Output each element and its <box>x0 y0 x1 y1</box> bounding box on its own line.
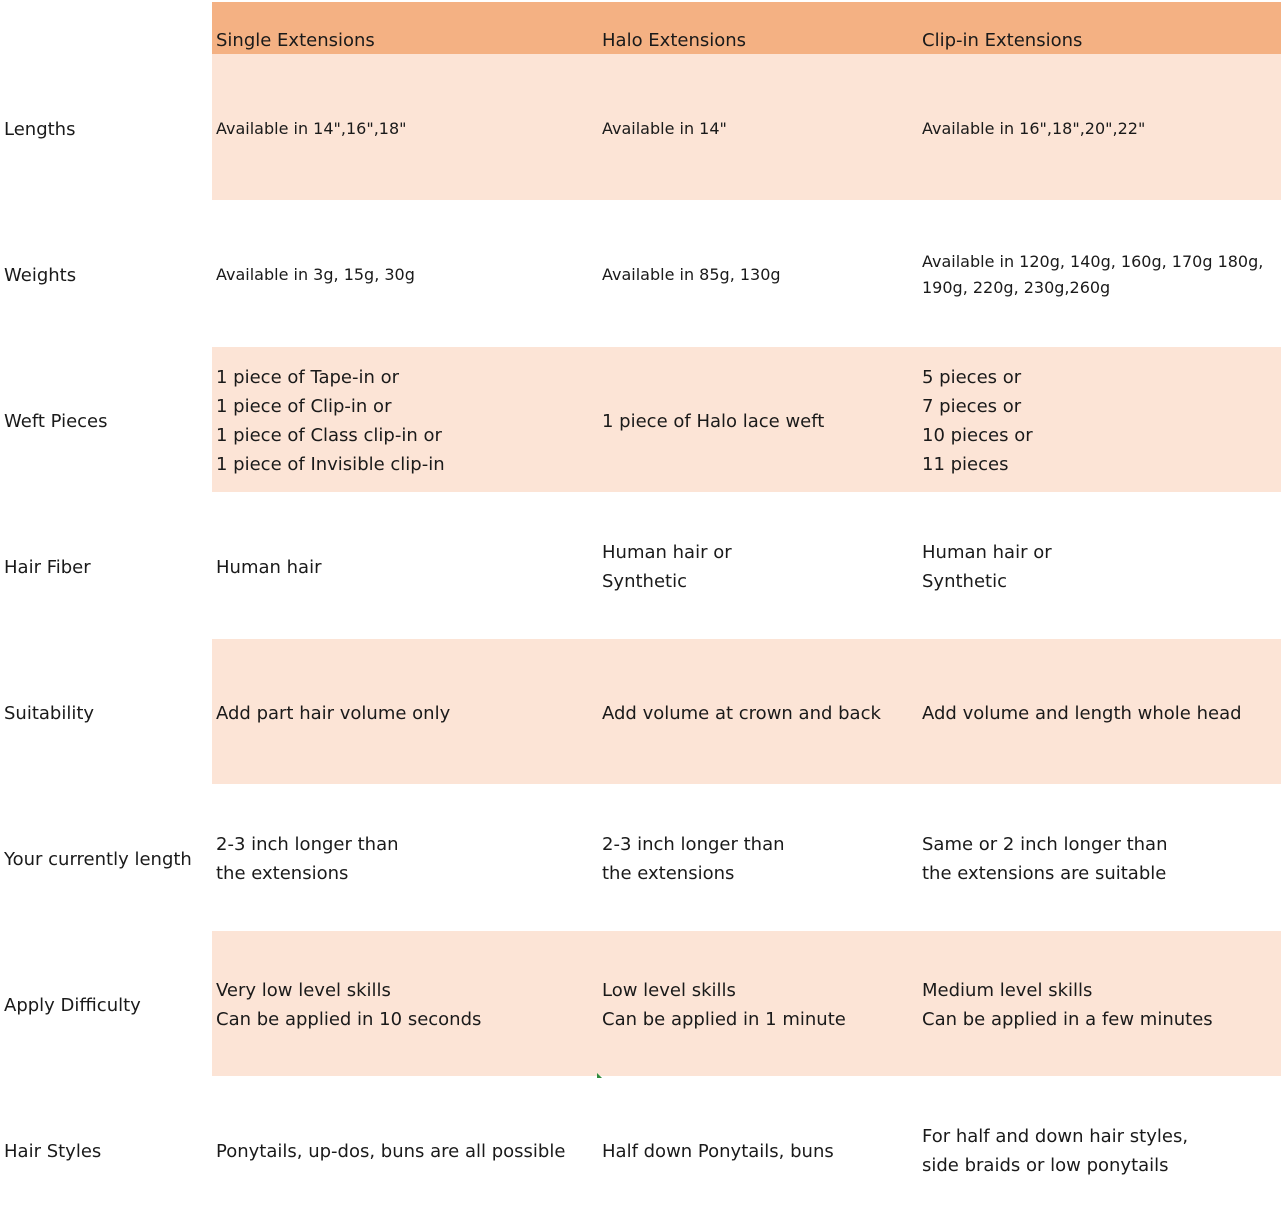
cell-hair-fiber-halo <box>602 494 918 640</box>
cell-text-line: 1 piece of Class clip-in or <box>216 425 442 446</box>
cell-weft-pieces-single <box>216 348 596 494</box>
table-row-your-currently-length <box>0 786 1281 932</box>
row-label-suitability: Suitability <box>4 702 95 724</box>
cell-weights-clip-in <box>922 202 1277 348</box>
cell-text-line: Ponytails, up-dos, buns are all possible <box>216 1140 566 1162</box>
cell-text-line: Medium level skills <box>922 980 1093 1001</box>
cell-text-line: Half down Ponytails, buns <box>602 1140 834 1162</box>
row-label-your-currently-length: Your currently length <box>4 848 192 870</box>
cell-text-line: 1 piece of Invisible clip-in <box>216 454 445 475</box>
cell-text-line: 1 piece of Halo lace weft <box>602 410 825 432</box>
column-header-single: Single Extensions <box>216 30 375 51</box>
cell-text-line: 190g, 220g, 230g,260g <box>922 278 1111 297</box>
cell-text-line: Available in 14",16",18" <box>216 119 407 138</box>
cell-weights-single <box>216 202 596 348</box>
cell-text-line: the extensions are suitable <box>922 863 1167 884</box>
row-label-weights: Weights <box>4 264 77 286</box>
cell-text-line: 5 pieces or <box>922 367 1022 388</box>
cell-text-line: Human hair or <box>602 542 732 563</box>
column-header-clip-in: Clip-in Extensions <box>922 30 1083 51</box>
table-row-weft-pieces <box>0 348 1281 494</box>
row-label-weft-pieces: Weft Pieces <box>4 410 108 432</box>
cell-text-line: 1 piece of Tape-in or <box>216 367 400 388</box>
cell-text-line: Add volume at crown and back <box>602 702 881 724</box>
cell-text-line: 2-3 inch longer than <box>602 834 785 855</box>
cell-text-line: Same or 2 inch longer than <box>922 834 1168 855</box>
cell-apply-difficulty-halo <box>602 932 918 1078</box>
cell-text-line: Available in 16",18",20",22" <box>922 119 1146 138</box>
cell-your-currently-length-single <box>216 786 596 932</box>
cell-text-line: 11 pieces <box>922 454 1009 475</box>
cell-text-line: For half and down hair styles, <box>922 1126 1189 1147</box>
cell-text-line: Available in 14" <box>602 119 727 138</box>
column-header-halo: Halo Extensions <box>602 30 747 51</box>
cell-text-line: 10 pieces or <box>922 425 1033 446</box>
cell-text-line: 7 pieces or <box>922 396 1022 417</box>
cell-text-line: Synthetic <box>922 571 1007 592</box>
cell-text-line: Can be applied in a few minutes <box>922 1009 1213 1030</box>
row-label-lengths: Lengths <box>4 118 76 140</box>
cell-apply-difficulty-clip-in <box>922 932 1277 1078</box>
table-row-lengths <box>0 56 1281 202</box>
cell-suitability-halo <box>602 640 918 786</box>
table-row-apply-difficulty <box>0 932 1281 1078</box>
cell-text-line: 1 piece of Clip-in or <box>216 396 392 417</box>
row-label-hair-styles: Hair Styles <box>4 1140 102 1162</box>
cell-text-line: Human hair <box>216 556 322 578</box>
row-label-apply-difficulty: Apply Difficulty <box>4 994 141 1016</box>
cell-text-line: Human hair or <box>922 542 1052 563</box>
cell-lengths-clip-in <box>922 56 1277 202</box>
cell-text-line: Available in 3g, 15g, 30g <box>216 265 415 284</box>
cell-text-line: Low level skills <box>602 980 736 1001</box>
cell-text-line: side braids or low ponytails <box>922 1155 1169 1176</box>
cell-text-line: Add volume and length whole head <box>922 702 1242 724</box>
cell-your-currently-length-clip-in <box>922 786 1277 932</box>
cell-weft-pieces-clip-in <box>922 348 1277 494</box>
cell-text-line: Can be applied in 1 minute <box>602 1009 846 1030</box>
cell-hair-fiber-single <box>216 494 596 640</box>
cell-text-line: Add part hair volume only <box>216 702 451 724</box>
cell-text-line: the extensions <box>602 863 735 884</box>
cell-hair-styles-halo <box>602 1078 918 1224</box>
cell-your-currently-length-halo <box>602 786 918 932</box>
table-row-hair-fiber <box>0 494 1281 640</box>
cell-lengths-halo <box>602 56 918 202</box>
cell-suitability-clip-in <box>922 640 1277 786</box>
table-row-weights <box>0 202 1281 348</box>
cell-weights-halo <box>602 202 918 348</box>
cell-weft-pieces-halo <box>602 348 918 494</box>
cell-text-line: Available in 85g, 130g <box>602 265 781 284</box>
cell-hair-styles-single <box>216 1078 596 1224</box>
cell-text-line: the extensions <box>216 863 349 884</box>
cell-suitability-single <box>216 640 596 786</box>
cell-text-line: Can be applied in 10 seconds <box>216 1009 482 1030</box>
cell-text-line: Synthetic <box>602 571 687 592</box>
cell-lengths-single <box>216 56 596 202</box>
row-label-hair-fiber: Hair Fiber <box>4 556 91 578</box>
cell-text-line: 2-3 inch longer than <box>216 834 399 855</box>
cell-text-line: Available in 120g, 140g, 160g, 170g 180g, <box>922 252 1264 271</box>
cell-apply-difficulty-single <box>216 932 596 1078</box>
cell-text-line: Very low level skills <box>216 980 391 1001</box>
table-row-hair-styles <box>0 1078 1281 1224</box>
cell-hair-styles-clip-in <box>922 1078 1277 1224</box>
table-row-suitability <box>0 640 1281 786</box>
cell-hair-fiber-clip-in <box>922 494 1277 640</box>
